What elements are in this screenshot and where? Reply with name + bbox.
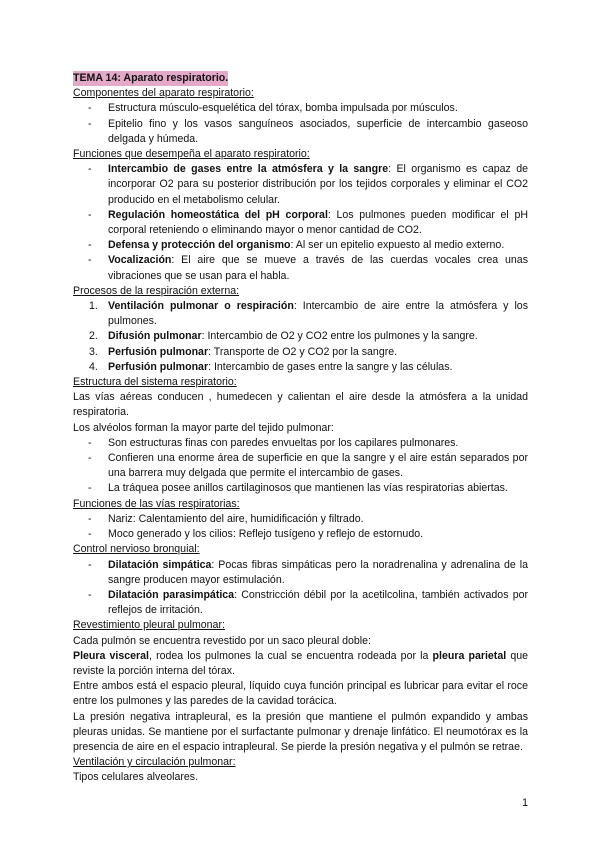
- section-heading-estructura: Estructura del sistema respiratorio:: [73, 376, 237, 389]
- list-control: [73, 558, 528, 619]
- paragraph: Entre ambos está el espacio pleural, líquido cuya función principal es lubricar para evitar el roce entre los pulmones y las paredes de la cavidad torácica.: [73, 680, 528, 708]
- paragraph: Los alvéolos forman la mayor parte del tejido pulmonar:: [73, 421, 334, 434]
- list-item: - Nariz: Calentamiento del aire, humidificación y filtrado.: [73, 512, 528, 527]
- list-item: - La tráquea posee anillos cartilaginosos que mantienen las vías respiratorias abiertas.: [73, 481, 528, 496]
- page-number: 1: [522, 797, 529, 809]
- section-heading-vias: Funciones de las vías respiratorias:: [73, 497, 240, 510]
- list-item: - Confieren una enorme área de superficie en que la sangre y el aire están separados por una barrera muy delgada que permite el intercambio de gases.: [73, 451, 528, 481]
- list-item: - Defensa y protección del organismo: Al ser un epitelio expuesto al medio externo.: [73, 238, 528, 253]
- list-item: - Intercambio de gases entre la atmósfera y la sangre: El organismo es capaz de incorporar O2 para su posterior distribución por los tejidos corporales y eliminar el CO2 producido en el metabolismo celular.: [73, 162, 528, 208]
- list-item: 3. Perfusión pulmonar: Transporte de O2 y CO2 por la sangre.: [89, 345, 398, 358]
- paragraph: Pleura visceral, rodea los pulmones la cual se encuentra rodeada por la pleura parietal que reviste la porción interna del tórax.: [73, 649, 528, 677]
- section-heading-procesos: Procesos de la respiración externa:: [73, 284, 240, 297]
- list-vias: [73, 512, 528, 542]
- document-title: TEMA 14: Aparato respiratorio.: [73, 71, 528, 86]
- list-item: - Moco generado y los cilios: Reflejo tusígeno y reflejo de estornudo.: [73, 527, 528, 542]
- list-item: 1. Ventilación pulmonar o respiración: Intercambio de aire entre la atmósfera y los pulmones.: [89, 300, 528, 328]
- list-item: - Epitelio fino y los vasos sanguíneos asociados, superficie de intercambio gaseoso delgada y húmeda.: [73, 117, 528, 147]
- paragraph: La presión negativa intrapleural, es la presión que mantiene el pulmón expandido y ambas pleuras unidas. Se mantiene por el surfactante pulmonar y drenaje linfático. El neumotórax es la presencia de aire en el espacio intrapleural. Se pierde la presión negativa y el pulmón se retrae.: [73, 710, 528, 753]
- paragraph: Cada pulmón se encuentra revestido por un saco pleural doble:: [73, 634, 371, 647]
- list-item: - Dilatación simpática: Pocas fibras simpáticas pero la noradrenalina y adrenalina de la sangre producen mayor estimulación.: [73, 558, 528, 588]
- list-estructura: [73, 436, 528, 497]
- paragraph: Tipos celulares alveolares.: [73, 771, 199, 784]
- section-heading-ventilacion: Ventilación y circulación pulmonar:: [73, 756, 236, 769]
- list-procesos: [73, 299, 528, 375]
- list-item: - Dilatación parasimpática: Constricción débil por la acetilcolina, también activados por reflejos de irritación.: [73, 588, 528, 618]
- list-item: 4. Perfusión pulmonar: Intercambio de gases entre la sangre y las células.: [89, 360, 453, 373]
- section-heading-control: Control nervioso bronquial:: [73, 543, 200, 556]
- list-item: - Estructura músculo-esquelética del tórax, bomba impulsada por músculos.: [73, 101, 528, 116]
- section-heading-pleural: Revestimiento pleural pulmonar:: [73, 619, 225, 632]
- list-funciones: [73, 162, 528, 284]
- list-item: - Vocalización: El aire que se mueve a través de las cuerdas vocales crea unas vibraciones que se usan para el habla.: [73, 253, 528, 283]
- list-item: - Regulación homeostática del pH corporal: Los pulmones pueden modificar el pH corporal reteniendo o eliminando mayor o menor cantidad de CO2.: [73, 208, 528, 238]
- list-item: - Son estructuras finas con paredes envueltas por los capilares pulmonares.: [73, 436, 528, 451]
- list-componentes: [73, 101, 528, 147]
- paragraph: Las vías aéreas conducen , humedecen y calientan el aire desde la atmósfera a la unidad respiratoria.: [73, 391, 528, 419]
- section-heading-componentes: Componentes del aparato respiratorio:: [73, 87, 254, 100]
- document-page: [73, 71, 528, 786]
- section-heading-funciones: Funciones que desempeña el aparato respiratorio:: [73, 148, 310, 161]
- list-item: 2. Difusión pulmonar: Intercambio de O2 y CO2 entre los pulmones y la sangre.: [89, 330, 478, 343]
